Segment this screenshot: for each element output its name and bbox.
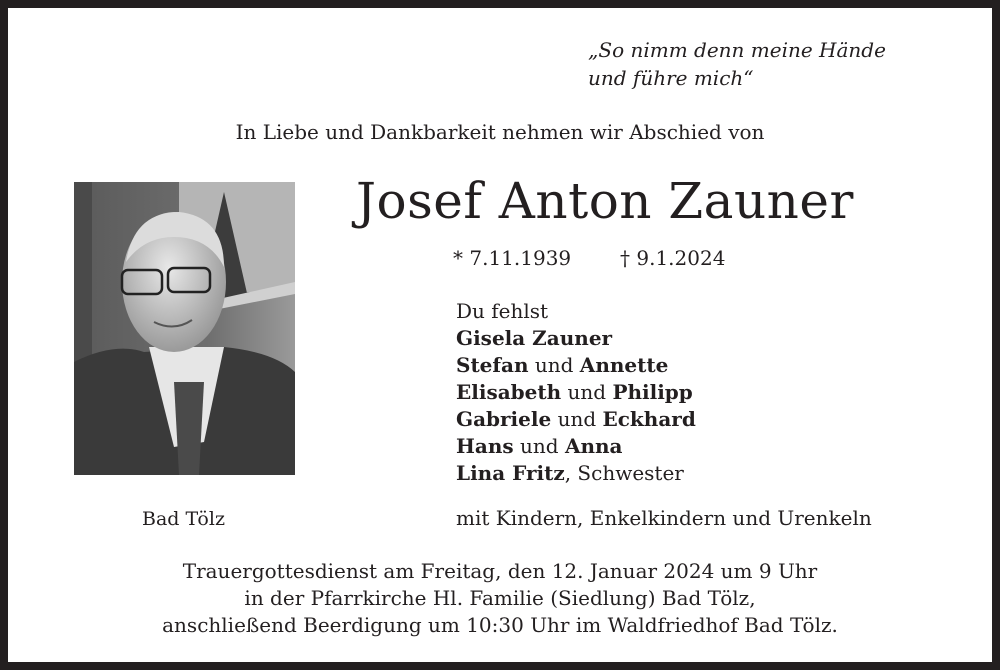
- family-line: [456, 352, 696, 379]
- quote: [588, 36, 886, 92]
- family-member-name: Philipp: [612, 380, 693, 404]
- family-text: und: [528, 353, 580, 377]
- family-line: [456, 460, 696, 487]
- family-line: [456, 325, 696, 352]
- quote-line: und führe mich“: [588, 66, 754, 90]
- family-text: , Schwester: [564, 461, 684, 485]
- family-line: [456, 406, 696, 433]
- deceased-name: Josef Anton Zauner: [356, 172, 854, 230]
- portrait-photo: [74, 182, 295, 475]
- family-member-name: Stefan: [456, 353, 529, 377]
- service-line: in der Pfarrkirche Hl. Familie (Siedlung) Bad Tölz,: [244, 586, 756, 610]
- descendants-text: mit Kindern, Enkelkindern und Urenkeln: [456, 506, 872, 530]
- family-member-name: Gisela Zauner: [456, 326, 613, 350]
- birth-date: * 7.11.1939: [453, 246, 572, 270]
- funeral-service-info: [0, 558, 1000, 639]
- family-line: [456, 298, 696, 325]
- intro-text: In Liebe und Dankbarkeit nehmen wir Abschied von: [235, 120, 765, 144]
- quote-line: „So nimm denn meine Hände: [588, 38, 886, 62]
- family-member-name: Elisabeth: [456, 380, 562, 404]
- family-line: [456, 433, 696, 460]
- family-member-name: Hans: [456, 434, 514, 458]
- family-text: Du fehlst: [456, 299, 549, 323]
- family-member-name: Annette: [579, 353, 669, 377]
- family-member-name: Anna: [564, 434, 623, 458]
- family-line: [456, 379, 696, 406]
- death-date: † 9.1.2024: [620, 246, 726, 270]
- family-text: und: [561, 380, 613, 404]
- family-list: [456, 298, 696, 487]
- service-line: anschließend Beerdigung um 10:30 Uhr im Waldfriedhof Bad Tölz.: [162, 613, 838, 637]
- service-line: Trauergottesdienst am Freitag, den 12. Januar 2024 um 9 Uhr: [182, 559, 818, 583]
- family-member-name: Gabriele: [456, 407, 552, 431]
- family-member-name: Lina Fritz: [456, 461, 565, 485]
- family-member-name: Eckhard: [602, 407, 696, 431]
- place: Bad Tölz: [142, 508, 225, 530]
- family-text: und: [513, 434, 565, 458]
- family-text: und: [551, 407, 603, 431]
- portrait-photo-icon: [74, 182, 295, 475]
